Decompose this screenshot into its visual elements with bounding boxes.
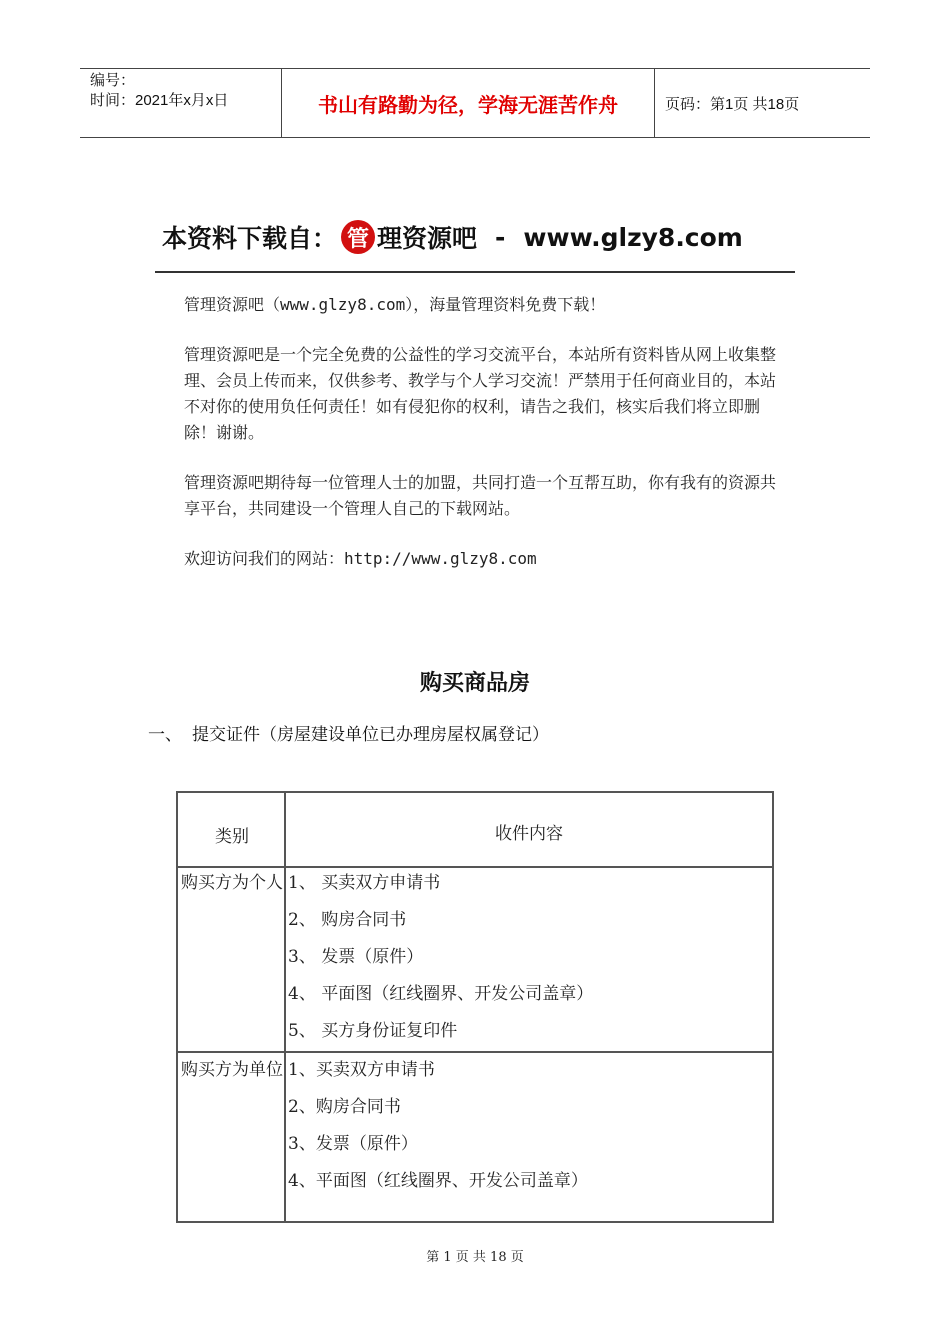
list-item: 2、 购房合同书 <box>288 910 407 930</box>
table-header-content: 收件内容 <box>495 824 563 844</box>
header-page-number: 页码：第1页 共18页 <box>665 95 800 113</box>
document-table <box>176 791 774 1223</box>
intro-paragraph-4: 欢迎访问我们的网站：http://www.glzy8.com <box>184 549 537 568</box>
banner-prefix: 本资料下载自： <box>162 224 338 253</box>
list-item: 5、 买方身份证复印件 <box>288 1021 458 1041</box>
intro-paragraph-2: 管理资源吧是一个完全免费的公益性的学习交流平台，本站所有资料皆从网上收集整理、会员上传而来，仅供参考、教学与个人学习交流！严禁用于任何商业目的，本站不对你的使用负任何责任！如有侵犯你的权利，请告之我们，核实后我们将立即删除！谢谢。 <box>184 345 777 442</box>
list-item: 3、发票（原件） <box>288 1134 418 1154</box>
table-row-items <box>288 865 593 1050</box>
list-item: 3、 发票（原件） <box>288 947 424 967</box>
banner-url: www.glzy8.com <box>523 222 743 252</box>
intro-paragraph-3: 管理资源吧期待每一位管理人士的加盟，共同打造一个互帮互助，你有我有的资源共享平台，共同建设一个管理人自己的下载网站。 <box>184 473 777 518</box>
page-header <box>80 68 870 138</box>
table-column-divider <box>284 793 286 1221</box>
table-row-category: 购买方为单位 <box>181 1060 283 1080</box>
list-item: 4、 平面图（红线圈界、开发公司盖章） <box>288 984 594 1004</box>
table-row-category: 购买方为个人 <box>181 873 283 893</box>
table-header-category: 类别 <box>215 827 249 847</box>
table-row-items <box>288 1052 588 1200</box>
site-logo-icon: 管 <box>341 220 375 254</box>
date-label: 时间：2021年x月x日 <box>90 92 229 109</box>
section-number: 一、 <box>148 725 182 745</box>
code-label: 编号： <box>90 72 136 89</box>
intro-paragraph-1: 管理资源吧（www.glzy8.com），海量管理资料免费下载！ <box>184 295 606 314</box>
intro-text <box>184 292 784 596</box>
banner-dash: - <box>495 222 506 252</box>
section-heading <box>148 720 549 745</box>
header-meta <box>80 69 282 137</box>
banner-divider <box>155 271 795 273</box>
list-item: 1、 买卖双方申请书 <box>288 873 441 893</box>
banner-site-name: 理资源吧 <box>377 224 478 253</box>
list-item: 1、买卖双方申请书 <box>288 1060 435 1080</box>
section-text: 提交证件（房屋建设单位已办理房屋权属登记） <box>192 725 549 745</box>
document-title: 购买商品房 <box>419 671 530 696</box>
page-footer: 第 1 页 共 18 页 <box>426 1250 524 1265</box>
header-motto: 书山有路勤为径，学海无涯苦作舟 <box>282 69 655 137</box>
list-item: 4、平面图（红线圈界、开发公司盖章） <box>288 1171 588 1191</box>
download-banner <box>162 212 743 262</box>
list-item: 2、购房合同书 <box>288 1097 401 1117</box>
